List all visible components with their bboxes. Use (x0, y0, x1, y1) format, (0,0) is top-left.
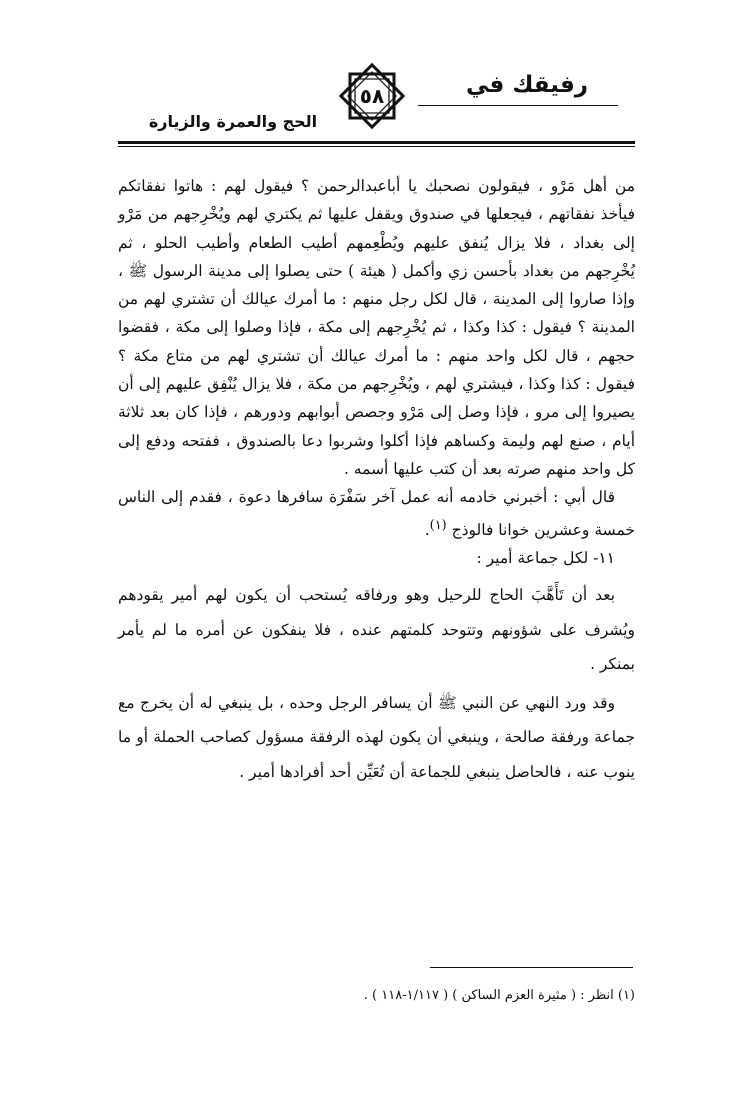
header-rule-short (418, 105, 618, 106)
page-number-badge (336, 60, 408, 132)
paragraph-3: بعد أن تَأَهَّبَ الحاج للرحيل وهو ورفاقه يُستحب أن يكون لهم أمير يقودهم ويُشرف على شؤونهم وتتوحد كلمتهم عنده ، فلا ينفكون عن أمره ما لم يأمر بمنكر . (118, 586, 635, 674)
paragraph-2-text: قال أبي : أخبرني خادمه أنه عمل آخر سَفْرَة سافرها دعوة ، فقدم إلى الناس خمسة وعشرين خوانا فالوذج (118, 488, 635, 539)
page-number: ٥٨ (359, 84, 385, 108)
section-heading: ١١- لكل جماعة أمير : (476, 549, 615, 568)
main-text (118, 172, 635, 789)
footnote-separator (430, 967, 633, 968)
header-rule-thin (118, 146, 635, 147)
footnote-ref: (١) (429, 517, 447, 533)
paragraph-1: من أهل مَرْو ، فيقولون نصحبك يا أباعبدالرحمن ؟ فيقول لهم : هاتوا نفقاتكم فيأخذ نفقاتهم ، فيجعلها في صندوق ويقفل عليها ثم يكتري لهم ويُخْرِجهم من مَرْو إلى بغداد ، فلا يزال يُنفق عليهم ويُطْعِمهم أطيب الطعام وأطيب الحلو ، ثم يُخْرِجهم من بغداد بأحسن زي وأكمل ( هيئة ) حتى يصلوا إلى مدينة الرسول ﷺ ، وإذا صاروا إلى المدينة ، قال لكل رجل منهم : ما أمرك عيالك أن تشتري لهم من المدينة ؟ فيقول : كذا وكذا ، ثم يُخْرِجهم إلى مكة ، فإذا وصلوا إلى مكة ، فقضوا حجهم ، قال لكل واحد منهم : ما أمرك عيالك أن تشتري لهم من متاع مكة ؟ فيقول : كذا وكذا ، فيشتري لهم ، ويُخْرِجهم من مكة ، فلا يزال يُنْفِق عليهم إلى أن يصيروا إلى مرو ، فإذا وصل إلى مَرْو وجصص أبوابهم ودورهم ، فإذا كان بعد ثلاثة أيام ، صنع لهم وليمة وكساهم فإذا أكلوا وشربوا دعا بالصندوق ، ففتحه ودفع إلى كل واحد منهم صرته بعد أن كتب عليها أسمه . (118, 177, 635, 478)
running-title-right: رفيقك في (466, 72, 588, 98)
paragraph-4: وقد ورد النهي عن النبي ﷺ أن يسافر الرجل وحده ، بل ينبغي له أن يخرج مع جماعة ورفقة صالحة ، وينبغي أن يكون لهذه الرفقة مسؤول كصاحب الحملة أو ما ينوب عنه ، فالحاصل ينبغي للجماعة أن تُعَيِّن أحد أفرادها أمير . (118, 693, 635, 781)
footnote: (١) انظر : ( مثيرة العزم الساكن ) ( ١/١١٧-١١٨ ) . (363, 988, 635, 1003)
paragraph-2-end: . (424, 520, 430, 539)
paragraph-2 (118, 483, 635, 544)
running-title-left: الحج والعمرة والزيارة (148, 112, 318, 131)
header-rule-thick (118, 141, 635, 144)
